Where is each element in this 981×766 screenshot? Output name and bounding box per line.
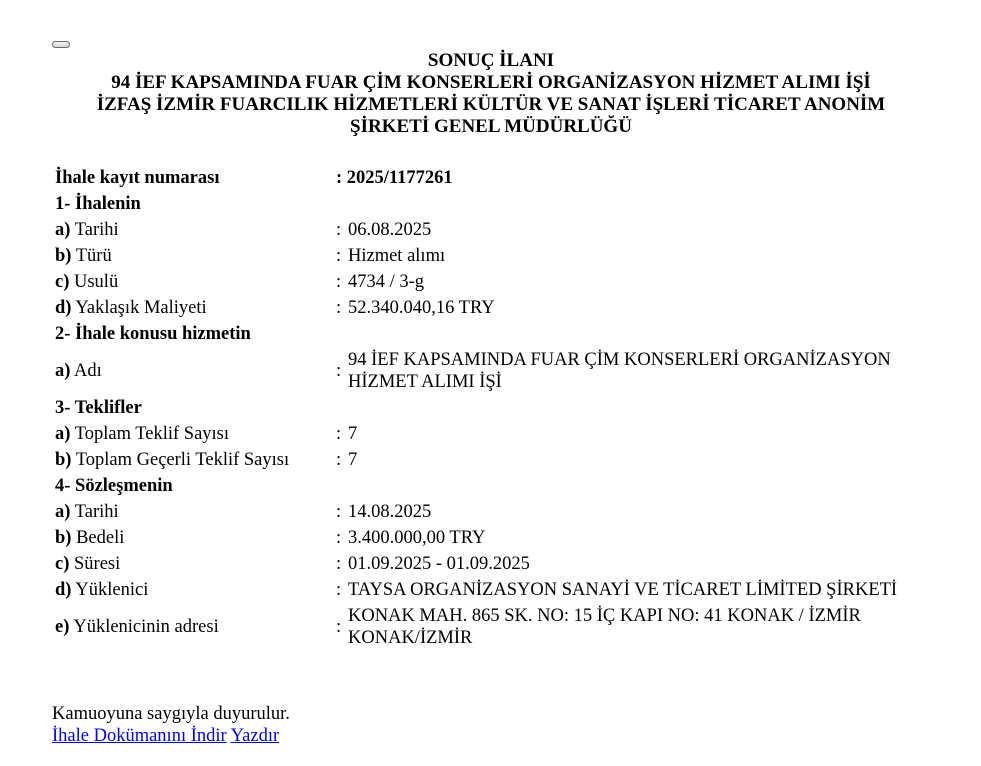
contractor-value: TAYSA ORGANİZASYON SANAYİ VE TİCARET LİMİTED ŞİRKETİ [348,580,898,600]
section-heading-row [54,396,909,420]
item-letter: b) [55,246,72,266]
announcement-header [52,50,930,138]
detail-row [54,500,909,524]
contract-price-label: Bedeli [76,528,125,548]
procedure-value: 4734 / 3-g [348,272,425,292]
footer-links [52,725,290,747]
section1-title: 1- İhalenin [55,194,141,214]
item-letter: a) [55,361,71,381]
colon: : [336,298,342,318]
print-link[interactable]: Yazdır [230,726,280,746]
section-heading-row [54,192,909,216]
detail-row [54,526,909,550]
procedure-label: Usulü [74,272,119,292]
colon: : [336,220,342,240]
detail-row [54,244,909,268]
colon: : [336,246,342,266]
authority-name-line1: İZFAŞ İZMİR FUARCILIK HİZMETLERİ KÜLTÜR VE SANAT İŞLERİ TİCARET ANONİM [96,94,886,115]
contractor-address-value: KONAK MAH. 865 SK. NO: 15 İÇ KAPI NO: 41 KONAK / İZMİR KONAK/İZMİR [348,606,861,648]
item-letter: d) [55,298,72,318]
colon: : [336,502,342,522]
colon: : [336,450,342,470]
tender-type-label: Türü [75,246,112,266]
detail-row [54,604,909,650]
contract-date-value: 14.08.2025 [348,502,432,522]
detail-row [54,578,909,602]
contract-duration-value: 01.09.2025 - 01.09.2025 [348,554,530,574]
contractor-label: Yüklenici [75,580,149,600]
colon: : [336,580,342,600]
section2-title: 2- İhale konusu hizmetin [55,324,251,344]
total-offers-value: 7 [348,424,358,444]
tender-date-label: Tarihi [74,220,119,240]
detail-row [54,422,909,446]
item-letter: c) [55,554,70,574]
tender-title: 94 İEF KAPSAMINDA FUAR ÇİM KONSERLERİ ORGANİZASYON HİZMET ALIMI İŞİ [111,72,871,93]
record-number-label: İhale kayıt numarası [55,168,220,188]
contract-date-label: Tarihi [74,502,119,522]
contractor-address-label: Yüklenicinin adresi [73,617,219,637]
colon: : [336,528,342,548]
section4-title: 4- Sözleşmenin [55,476,173,496]
tender-date-value: 06.08.2025 [348,220,432,240]
detail-row [54,552,909,576]
item-letter: b) [55,450,72,470]
result-details-table [52,164,911,652]
item-letter: b) [55,528,72,548]
section-heading-row [54,474,909,498]
detail-row [54,348,909,394]
colon: : [336,617,342,637]
download-document-link[interactable]: İhale Dokümanını İndir [52,726,227,746]
colon: : [336,424,342,444]
estimated-cost-label: Yaklaşık Maliyeti [75,298,207,318]
service-name-label: Adı [74,361,102,381]
record-number-row [54,166,909,190]
item-letter: c) [55,272,70,292]
footer [52,703,290,747]
contract-duration-label: Süresi [74,554,121,574]
colon: : [336,272,342,292]
service-name-value: 94 İEF KAPSAMINDA FUAR ÇİM KONSERLERİ ORGANİZASYON HİZMET ALIMI İŞİ [348,350,891,392]
item-letter: a) [55,502,71,522]
closing-text: Kamuoyuna saygıyla duyurulur. [52,704,290,724]
detail-row [54,270,909,294]
detail-row [54,448,909,472]
item-letter: e) [55,617,70,637]
collapse-button[interactable] [52,41,70,48]
item-letter: a) [55,220,71,240]
valid-offers-value: 7 [348,450,358,470]
detail-row [54,218,909,242]
page-title: SONUÇ İLANI [427,50,555,71]
valid-offers-label: Toplam Geçerli Teklif Sayısı [75,450,290,470]
item-letter: d) [55,580,72,600]
detail-row [54,296,909,320]
record-number-value: : 2025/1177261 [336,168,453,188]
section3-title: 3- Teklifler [55,398,142,418]
colon: : [336,554,342,574]
colon: : [336,361,342,381]
section-heading-row [54,322,909,346]
item-letter: a) [55,424,71,444]
estimated-cost-value: 52.340.040,16 TRY [348,298,495,318]
tender-type-value: Hizmet alımı [348,246,446,266]
authority-name-line2: ŞİRKETİ GENEL MÜDÜRLÜĞÜ [350,116,632,137]
contract-price-value: 3.400.000,00 TRY [348,528,486,548]
total-offers-label: Toplam Teklif Sayısı [74,424,230,444]
